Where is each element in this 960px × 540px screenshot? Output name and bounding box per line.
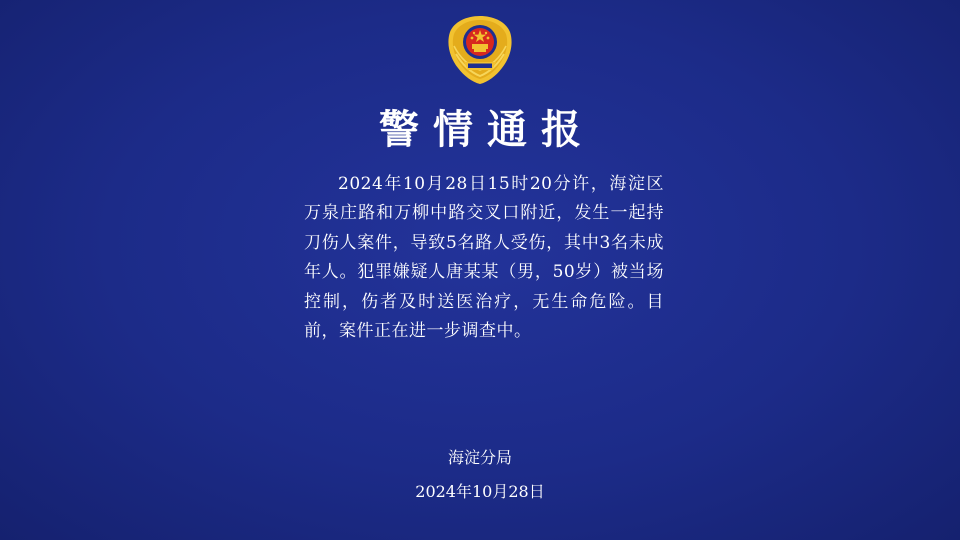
issuer-name: 海淀分局 [447,448,512,467]
signature-block [0,444,960,506]
police-emblem-icon [444,14,516,86]
notice-title: 警情通报 [379,106,595,153]
notice-paragraph: 2024年10月28日15时20分许，海淀区万泉庄路和万柳中路交叉口附近，发生一起持刀伤人案件，导致5名路人受伤，其中3名未成年人。犯罪嫌疑人唐某某（男，50岁）被当场控制，伤者及时送医治疗，无生命危险。目前，案件正在进一步调查中。 [304,174,664,342]
issue-date: 2024年10月28日 [415,482,545,501]
